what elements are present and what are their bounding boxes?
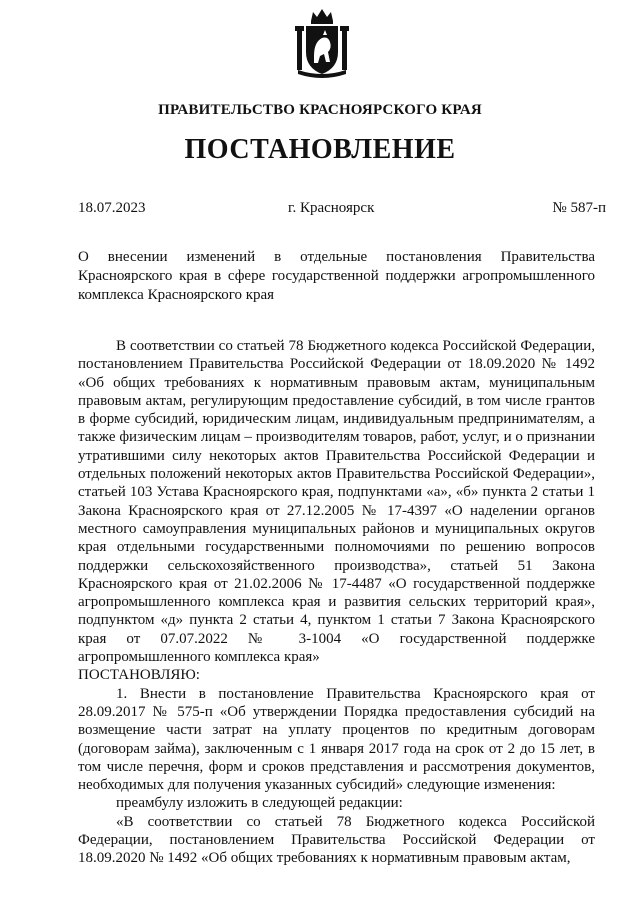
document-subject: О внесении изменений в отдельные постановления Правительства Красноярского края в сфере государственной поддержки агропромышленного комплекса Красноярского края [78, 249, 595, 303]
item-1-subparagraph: преамбулу изложить в следующей редакции: [116, 795, 403, 812]
document-date: 18.07.2023 [78, 200, 146, 216]
preamble-paragraph: В соответствии со статьей 78 Бюджетного кодекса Российской Федерации, постановлением Правительства Российской Федерации от 18.09.2020 № 1492 «Об общих требованиях к нормативным правовым актам, муниципальным правовым актам, регулирующим предоставление субсидий, в том числе грантов в форме субсидий, юридическим лицам, индивидуальным предпринимателям, а также физическим лицам – производителям товаров, работ, услуг, и о признании утратившими силу некоторых актов Правительства Российской Федерации и отдельных положений некоторых актов Правительства Российской Федерации», статьей 103 Устава Красноярского края, подпунктами «а», «б» пункта 2 статьи 1 Закона Красноярского края от 27.12.2005 № 17-4397 «О наделении органов местного самоуправления муниципальных районов и муниципальных округов края отдельными государственными полномочиями по решению вопросов поддержки сельскохозяйственного производства», статьей 51 Закона Красноярского края от 21.02.2006 № 17-4487 «О государственной поддержке агропромышленного комплекса края и развития сельских территорий края», подпунктом «д» пункта 2 статьи 4, пунктом 1 статьи 7 Закона Красноярского края от 07.07.2022 № 3-1004 «О государственной поддержке агропромышленного комплекса края» [78, 338, 595, 666]
document-city: г. Красноярск [288, 200, 375, 216]
decree-word: ПОСТАНОВЛЯЮ: [78, 667, 200, 684]
document-body [78, 337, 595, 868]
document-number: № 587-п [552, 200, 606, 216]
item-1-paragraph: 1. Внести в постановление Правительства Красноярского края от 28.09.2017 № 575-п «Об утверждении Порядка предоставления субсидий на возмещение части затрат на уплату процентов по кредитным договорам (договорам займа), заключенным с 1 января 2017 года на срок от 2 до 15 лет, в том числе перечня, форм и сроков представления и рассмотрения документов, необходимых для получения указанных субсидий» следующие изменения: [78, 685, 595, 794]
document-type-title: ПОСТАНОВЛЕНИЕ [184, 134, 456, 165]
government-name: ПРАВИТЕЛЬСТВО КРАСНОЯРСКОГО КРАЯ [158, 102, 482, 118]
coat-of-arms-icon [292, 6, 352, 78]
quoted-preamble-paragraph: «В соответствии со статьей 78 Бюджетного кодекса Российской Федерации, постановлением Правительства Российской Федерации от 18.09.2020 № 1492 «Об общих требованиях к нормативным правовым актам, [78, 813, 595, 867]
